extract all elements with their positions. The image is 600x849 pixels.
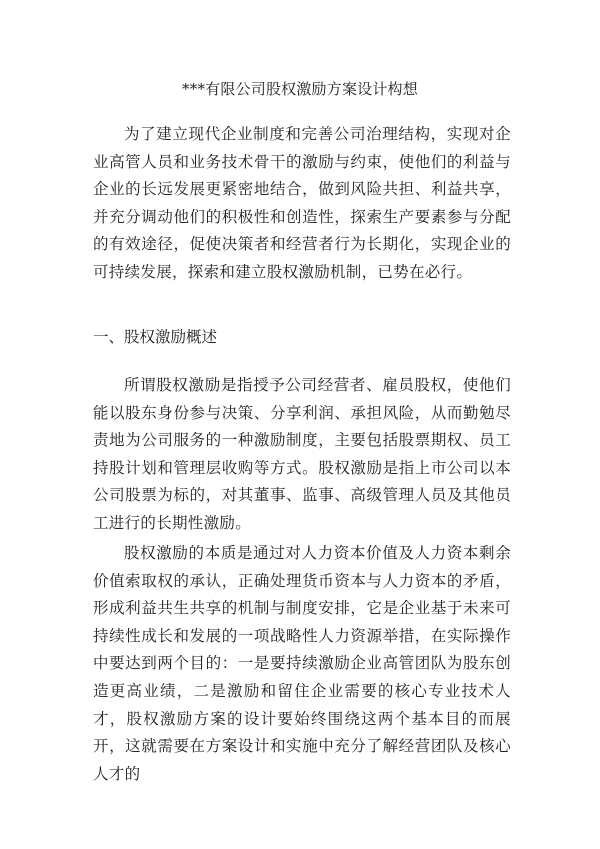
paragraph-overview: 所谓股权激励是指授予公司经营者、雇员股权，使他们能以股东身份参与决策、分享利润、承担风险，从而勤勉尽责地为公司服务的一种激励制度，主要包括股票期权、员工持股计划和管理层收购等方式。股权激励是指上市公司以本公司股票为标的，对其董事、监事、高级管理人员及其他员工进行的长期性激励。 <box>93 376 511 532</box>
section-heading: 一、股权激励概述 <box>93 328 218 346</box>
document-title: ***有限公司股权激励方案设计构想 <box>182 80 418 98</box>
paragraph-essence: 股权激励的本质是通过对人力资本价值及人力资本剩余价值索取权的承认，正确处理货币资本与人力资本的矛盾，形成利益共生共享的机制与制度安排，它是企业基于未来可持续性成长和发展的一项战略性人力资源举措，在实际操作中要达到两个目的：一是要持续激励企业高管团队为股东创造更高业绩，二是激励和留住企业需要的核心专业技术人才，股权激励方案的设计要始终围绕这两个基本目的而展开，这就需要在方案设计和实施中充分了解经营团队及核心人才的 <box>93 544 511 783</box>
paragraph-intro: 为了建立现代企业制度和完善公司治理结构，实现对企业高管人员和业务技术骨干的激励与约束，使他们的利益与企业的长远发展更紧密地结合，做到风险共担、利益共享，并充分调动他们的积极性和创造性，探索生产要素参与分配的有效途径，促使决策者和经营者行为长期化，实现企业的可持续发展，探索和建立股权激励机制，已势在必行。 <box>93 125 511 281</box>
